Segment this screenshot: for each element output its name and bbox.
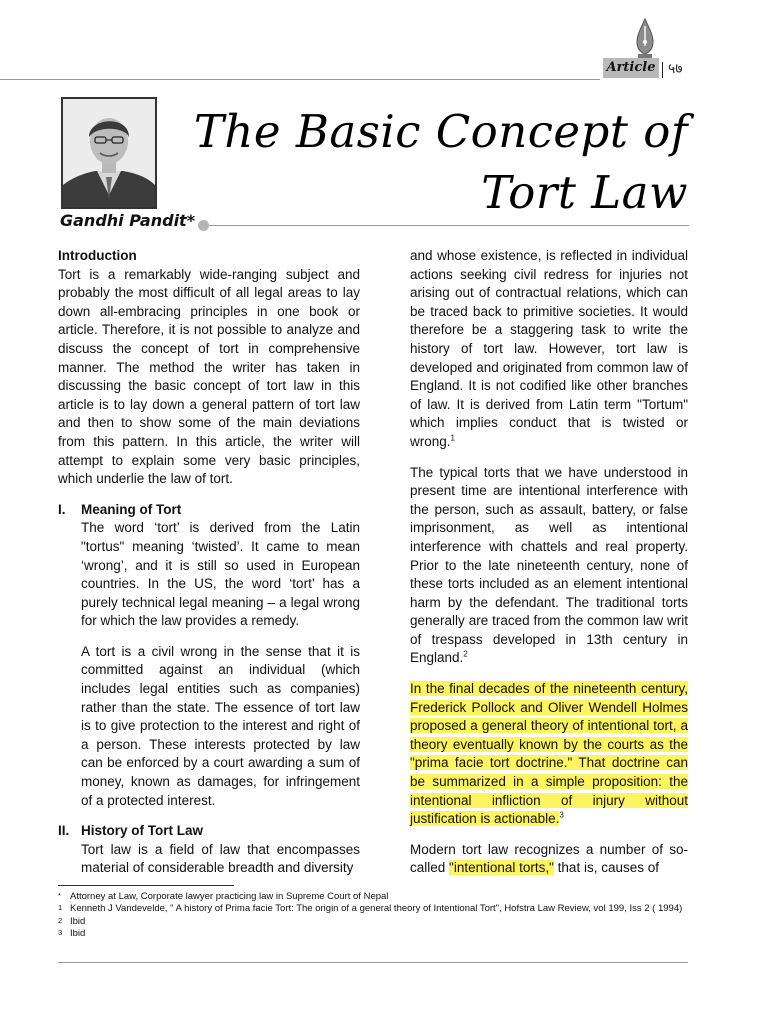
fountain-pen-icon: [632, 18, 658, 62]
footnote-mark: 2: [58, 915, 63, 925]
footnotes: [58, 891, 688, 941]
article-title-line-1: The Basic Concept of: [193, 105, 688, 158]
footnote-mark: 3: [58, 928, 63, 938]
section-label: Article: [603, 58, 659, 78]
footnote-text: Attorney at Law, Corporate lawyer practicing law in Supreme Court of Nepal: [70, 891, 389, 902]
footnote-mark: 1: [58, 903, 63, 913]
right-column: [410, 247, 688, 878]
page-number: ५७: [668, 61, 683, 77]
paragraph: [410, 464, 688, 669]
paragraph: Tort law is a field of law that encompasses material of considerable breadth and diversity: [81, 841, 360, 876]
footnote-text: Kenneth J Vandevelde, " A history of Prima facie Tort: The origin of a general theory of Intentional Tort", Hofstra Law Review, vol 199, Iss 2 ( 1994): [70, 903, 683, 915]
intro-heading: Introduction: [58, 248, 137, 263]
section-history-of-tort-law: [58, 822, 360, 878]
highlighted-text: In the final decades of the nineteenth century, Frederick Pollock and Oliver Wendell Holmes proposed a general theory of intentional tort, a theory eventually known by the courts as the "prima facie tort doctrine." That doctrine can be summarized in a simple proposition: the intentional infliction of injury without justification is actionable.: [410, 681, 688, 827]
paragraph-text: and whose existence, is reflected in individual actions seeking civil redress for injuries not arising out of contractual relations, which can be traced back to primitive societies. It would therefore be a staggering task to write the history of tort law. However, tort law is developed and originated from common law of England. It is not codified like other branches of law. It is derived from Latin term "Tortum" which implies conduct that is twisted or wrong.: [410, 248, 688, 449]
paragraph-text: Modern tort law recognizes a number of so-called: [410, 841, 688, 876]
paragraph-text: The typical torts that we have understood in present time are intentional interference with the person, such as assault, battery, or false imprisonment, as well as intentional interference with chattels and real property. Prior to the late nineteenth century, none of these torts included as an element intentional harm by the defendant. The traditional torts generally are traced from the common law writ of trespass developed in 13th century in England.: [410, 464, 688, 666]
author-rule: [209, 225, 689, 226]
section-number: II.: [58, 823, 70, 839]
left-column: [58, 247, 360, 878]
intro-paragraph: Tort is a remarkably wide-ranging subject and probably the most difficult of all legal areas to lay down all-embracing principles in one book or article. Therefore, it is not possible to analyze and discuss the concept of tort in comprehensive manner. The method the writer has taken in discussing the basic concept of tort law in this article is to lay down a general pattern of tort law and then to show some of the main deviations from this pattern. In this article, the writer will attempt to explain some very basic principles, which underlie the law of tort.: [58, 266, 360, 487]
paragraph-text: that is, causes of: [553, 860, 659, 876]
footnote-text: Ibid: [70, 915, 86, 927]
paragraph: [410, 841, 688, 878]
page-number-separator: [662, 62, 663, 78]
section-title: Meaning of Tort: [81, 501, 182, 517]
author-photo: [61, 97, 157, 209]
author-rule-dot: [198, 220, 209, 231]
section-title: History of Tort Law: [81, 823, 204, 839]
highlighted-paragraph: [410, 680, 688, 829]
header-rule: [0, 79, 600, 80]
footnote-reference: 2: [463, 649, 468, 659]
footnote-reference: 3: [559, 810, 564, 820]
section-number: I.: [58, 501, 66, 517]
footnote: [58, 903, 688, 915]
footnote-text: Ibid: [70, 928, 86, 940]
bottom-rule: [58, 962, 688, 963]
article-title-line-2: Tort Law: [481, 166, 688, 219]
author-name: Gandhi Pandit*: [60, 211, 196, 230]
paragraph: The word ‘tort’ is derived from the Latin "tortus" meaning ‘twisted’. It came to mean ‘wrong’, and it is still so used in European countries. In the US, the word ‘tort’ has a purely technical legal meaning – a legal wrong for which the law provides a remedy.: [81, 520, 360, 629]
footnote: [58, 916, 688, 928]
paragraph: A tort is a civil wrong in the sense that it is committed against an individual (which includes legal entities such as companies) rather than the state. The essence of tort law is to give protection to the interest and right of a person. These interests protected by law can be enforced by a court awarding a sum of money, known as damages, for infringement of a protected interest.: [81, 643, 360, 808]
footnote-mark: *: [58, 891, 61, 900]
footnote: [58, 928, 688, 940]
section-meaning-of-tort: [58, 501, 360, 811]
footnote-rule: [58, 885, 234, 886]
footnote-reference: 1: [450, 433, 455, 443]
paragraph: [410, 247, 688, 452]
footnote: [58, 891, 688, 903]
highlighted-text: "intentional torts,": [449, 860, 554, 876]
